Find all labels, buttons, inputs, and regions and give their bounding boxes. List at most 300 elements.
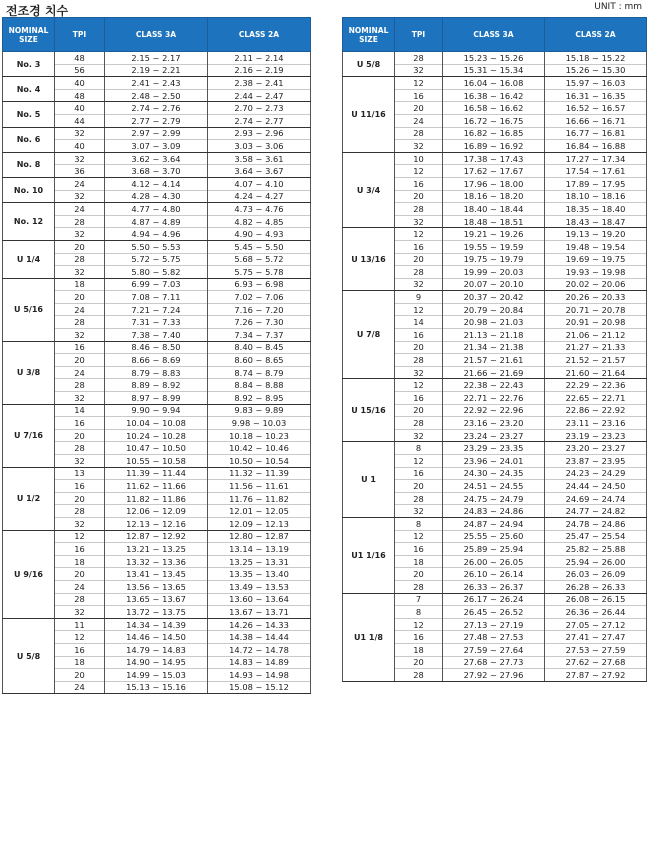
class-2a-cell: 15.26 ~ 15.30 <box>545 64 647 77</box>
class-3a-cell: 23.96 ~ 24.01 <box>443 455 545 468</box>
class-2a-cell: 19.69 ~ 19.75 <box>545 253 647 266</box>
page-title: 전조경 치수 <box>6 4 69 18</box>
class-2a-cell: 23.11 ~ 23.16 <box>545 417 647 430</box>
class-2a-cell: 8.40 ~ 8.45 <box>208 341 311 354</box>
class-2a-cell: 16.84 ~ 16.88 <box>545 140 647 153</box>
class-3a-cell: 23.16 ~ 23.20 <box>443 417 545 430</box>
class-2a-cell: 13.49 ~ 13.53 <box>208 580 311 593</box>
table-row <box>3 278 311 291</box>
nominal-size-cell: No. 8 <box>3 152 55 177</box>
tpi-cell: 28 <box>55 593 105 606</box>
class-3a-cell: 22.71 ~ 22.76 <box>443 392 545 405</box>
tpi-cell: 12 <box>395 165 443 178</box>
class-2a-cell: 18.35 ~ 18.40 <box>545 203 647 216</box>
class-2a-cell: 22.29 ~ 22.36 <box>545 379 647 392</box>
tpi-cell: 24 <box>55 303 105 316</box>
header-tpi: TPI <box>55 18 105 52</box>
class-3a-cell: 7.31 ~ 7.33 <box>105 316 208 329</box>
tpi-cell: 32 <box>55 127 105 140</box>
class-2a-cell: 10.18 ~ 10.23 <box>208 429 311 442</box>
class-2a-cell: 2.74 ~ 2.77 <box>208 114 311 127</box>
tpi-cell: 20 <box>55 240 105 253</box>
tpi-cell: 24 <box>55 681 105 694</box>
tpi-cell: 28 <box>55 253 105 266</box>
class-2a-cell: 21.52 ~ 21.57 <box>545 354 647 367</box>
tpi-cell: 40 <box>55 102 105 115</box>
class-2a-cell: 22.65 ~ 22.71 <box>545 392 647 405</box>
nominal-size-cell: U1 1/8 <box>343 593 395 681</box>
class-3a-cell: 16.04 ~ 16.08 <box>443 77 545 90</box>
class-2a-cell: 23.20 ~ 23.27 <box>545 442 647 455</box>
class-3a-cell: 14.34 ~ 14.39 <box>105 618 208 631</box>
class-2a-cell: 4.73 ~ 4.76 <box>208 203 311 216</box>
class-3a-cell: 13.56 ~ 13.65 <box>105 580 208 593</box>
class-3a-cell: 2.77 ~ 2.79 <box>105 114 208 127</box>
class-3a-cell: 18.48 ~ 18.51 <box>443 215 545 228</box>
class-2a-cell: 19.93 ~ 19.98 <box>545 266 647 279</box>
class-2a-cell: 7.26 ~ 7.30 <box>208 316 311 329</box>
class-3a-cell: 8.46 ~ 8.50 <box>105 341 208 354</box>
class-3a-cell: 27.13 ~ 27.19 <box>443 618 545 631</box>
class-3a-cell: 13.21 ~ 13.25 <box>105 543 208 556</box>
class-2a-cell: 8.84 ~ 8.88 <box>208 379 311 392</box>
tpi-cell: 32 <box>55 266 105 279</box>
tpi-cell: 20 <box>395 341 443 354</box>
class-3a-cell: 13.65 ~ 13.67 <box>105 593 208 606</box>
class-3a-cell: 10.24 ~ 10.28 <box>105 429 208 442</box>
class-2a-cell: 4.24 ~ 4.27 <box>208 190 311 203</box>
class-3a-cell: 4.94 ~ 4.96 <box>105 228 208 241</box>
class-3a-cell: 17.96 ~ 18.00 <box>443 177 545 190</box>
class-3a-cell: 2.48 ~ 2.50 <box>105 89 208 102</box>
tpi-cell: 28 <box>395 127 443 140</box>
class-2a-cell: 4.82 ~ 4.85 <box>208 215 311 228</box>
class-3a-cell: 25.55 ~ 25.60 <box>443 530 545 543</box>
class-2a-cell: 12.01 ~ 12.05 <box>208 505 311 518</box>
table-row <box>3 127 311 140</box>
class-2a-cell: 21.60 ~ 21.64 <box>545 366 647 379</box>
class-2a-cell: 17.54 ~ 17.61 <box>545 165 647 178</box>
class-3a-cell: 11.82 ~ 11.86 <box>105 492 208 505</box>
table-row <box>3 240 311 253</box>
tpi-cell: 20 <box>55 429 105 442</box>
class-3a-cell: 10.04 ~ 10.08 <box>105 417 208 430</box>
class-3a-cell: 5.80 ~ 5.82 <box>105 266 208 279</box>
tpi-cell: 28 <box>55 505 105 518</box>
class-2a-cell: 25.82 ~ 25.88 <box>545 543 647 556</box>
tpi-cell: 16 <box>395 467 443 480</box>
tpi-cell: 28 <box>395 669 443 682</box>
class-2a-cell: 12.09 ~ 12.13 <box>208 517 311 530</box>
class-3a-cell: 24.30 ~ 24.35 <box>443 467 545 480</box>
class-3a-cell: 13.32 ~ 13.36 <box>105 555 208 568</box>
class-2a-cell: 15.18 ~ 15.22 <box>545 52 647 65</box>
header-class-3a: CLASS 3A <box>105 18 208 52</box>
class-3a-cell: 15.13 ~ 15.16 <box>105 681 208 694</box>
class-3a-cell: 14.90 ~ 14.95 <box>105 656 208 669</box>
tpi-cell: 40 <box>55 77 105 90</box>
class-2a-cell: 14.83 ~ 14.89 <box>208 656 311 669</box>
class-3a-cell: 21.66 ~ 21.69 <box>443 366 545 379</box>
table-row <box>3 177 311 190</box>
tpi-cell: 28 <box>395 417 443 430</box>
class-2a-cell: 19.48 ~ 19.54 <box>545 240 647 253</box>
class-3a-cell: 21.57 ~ 21.61 <box>443 354 545 367</box>
table-row <box>343 517 647 530</box>
nominal-size-cell: No. 12 <box>3 203 55 241</box>
tpi-cell: 20 <box>395 568 443 581</box>
tpi-cell: 16 <box>55 480 105 493</box>
class-3a-cell: 10.55 ~ 10.58 <box>105 455 208 468</box>
tpi-cell: 32 <box>395 64 443 77</box>
class-3a-cell: 26.45 ~ 26.52 <box>443 606 545 619</box>
class-3a-cell: 26.33 ~ 26.37 <box>443 580 545 593</box>
class-3a-cell: 23.24 ~ 23.27 <box>443 429 545 442</box>
tpi-cell: 10 <box>395 152 443 165</box>
header-tpi: TPI <box>395 18 443 52</box>
class-2a-cell: 2.16 ~ 2.19 <box>208 64 311 77</box>
class-3a-cell: 3.62 ~ 3.64 <box>105 152 208 165</box>
class-2a-cell: 23.87 ~ 23.95 <box>545 455 647 468</box>
table-row <box>3 467 311 480</box>
class-2a-cell: 20.26 ~ 20.33 <box>545 291 647 304</box>
class-2a-cell: 11.32 ~ 11.39 <box>208 467 311 480</box>
tpi-cell: 20 <box>55 354 105 367</box>
class-2a-cell: 2.44 ~ 2.47 <box>208 89 311 102</box>
class-3a-cell: 12.06 ~ 12.09 <box>105 505 208 518</box>
table-row <box>343 77 647 90</box>
tpi-cell: 14 <box>395 316 443 329</box>
class-2a-cell: 26.03 ~ 26.09 <box>545 568 647 581</box>
class-3a-cell: 11.39 ~ 11.44 <box>105 467 208 480</box>
class-3a-cell: 7.21 ~ 7.24 <box>105 303 208 316</box>
class-3a-cell: 13.41 ~ 13.45 <box>105 568 208 581</box>
class-2a-cell: 11.56 ~ 11.61 <box>208 480 311 493</box>
class-2a-cell: 5.45 ~ 5.50 <box>208 240 311 253</box>
class-3a-cell: 2.41 ~ 2.43 <box>105 77 208 90</box>
header-nominal-size: NOMINAL SIZE <box>3 18 55 52</box>
tpi-cell: 12 <box>395 455 443 468</box>
class-3a-cell: 12.87 ~ 12.92 <box>105 530 208 543</box>
tpi-cell: 16 <box>55 417 105 430</box>
class-2a-cell: 13.35 ~ 13.40 <box>208 568 311 581</box>
class-2a-cell: 20.91 ~ 20.98 <box>545 316 647 329</box>
tpi-cell: 8 <box>395 442 443 455</box>
tpi-cell: 28 <box>395 580 443 593</box>
class-3a-cell: 4.77 ~ 4.80 <box>105 203 208 216</box>
nominal-size-cell: U 7/8 <box>343 291 395 379</box>
class-3a-cell: 27.48 ~ 27.53 <box>443 631 545 644</box>
tpi-cell: 36 <box>55 165 105 178</box>
tpi-cell: 32 <box>55 517 105 530</box>
class-2a-cell: 2.70 ~ 2.73 <box>208 102 311 115</box>
tpi-cell: 32 <box>395 366 443 379</box>
class-2a-cell: 2.93 ~ 2.96 <box>208 127 311 140</box>
class-2a-cell: 13.60 ~ 13.64 <box>208 593 311 606</box>
header-class-3a: CLASS 3A <box>443 18 545 52</box>
class-2a-cell: 26.36 ~ 26.44 <box>545 606 647 619</box>
class-2a-cell: 24.23 ~ 24.29 <box>545 467 647 480</box>
class-2a-cell: 15.97 ~ 16.03 <box>545 77 647 90</box>
class-3a-cell: 12.13 ~ 12.16 <box>105 517 208 530</box>
tpi-cell: 32 <box>395 140 443 153</box>
class-2a-cell: 14.38 ~ 14.44 <box>208 631 311 644</box>
table-row <box>3 152 311 165</box>
table-row <box>3 404 311 417</box>
class-3a-cell: 24.51 ~ 24.55 <box>443 480 545 493</box>
class-2a-cell: 5.75 ~ 5.78 <box>208 266 311 279</box>
tpi-cell: 16 <box>55 643 105 656</box>
class-2a-cell: 17.89 ~ 17.95 <box>545 177 647 190</box>
table-row <box>343 442 647 455</box>
tpi-cell: 16 <box>395 177 443 190</box>
nominal-size-cell: U1 1/16 <box>343 517 395 593</box>
class-2a-cell: 21.27 ~ 21.33 <box>545 341 647 354</box>
class-2a-cell: 26.08 ~ 26.15 <box>545 593 647 606</box>
tpi-cell: 13 <box>55 467 105 480</box>
class-3a-cell: 19.55 ~ 19.59 <box>443 240 545 253</box>
class-3a-cell: 4.12 ~ 4.14 <box>105 177 208 190</box>
class-3a-cell: 16.38 ~ 16.42 <box>443 89 545 102</box>
class-3a-cell: 19.99 ~ 20.03 <box>443 266 545 279</box>
class-2a-cell: 22.86 ~ 22.92 <box>545 404 647 417</box>
class-3a-cell: 20.07 ~ 20.10 <box>443 278 545 291</box>
class-2a-cell: 27.87 ~ 27.92 <box>545 669 647 682</box>
class-2a-cell: 24.77 ~ 24.82 <box>545 505 647 518</box>
tpi-cell: 20 <box>395 404 443 417</box>
table-row <box>343 593 647 606</box>
class-2a-cell: 5.68 ~ 5.72 <box>208 253 311 266</box>
tpi-cell: 24 <box>55 177 105 190</box>
tpi-cell: 24 <box>395 114 443 127</box>
tpi-cell: 18 <box>395 643 443 656</box>
class-2a-cell: 18.10 ~ 18.16 <box>545 190 647 203</box>
class-3a-cell: 6.99 ~ 7.03 <box>105 278 208 291</box>
tpi-cell: 20 <box>55 669 105 682</box>
class-3a-cell: 14.99 ~ 15.03 <box>105 669 208 682</box>
tpi-cell: 9 <box>395 291 443 304</box>
nominal-size-cell: U 5/16 <box>3 278 55 341</box>
class-3a-cell: 7.38 ~ 7.40 <box>105 329 208 342</box>
class-2a-cell: 26.28 ~ 26.33 <box>545 580 647 593</box>
tpi-cell: 14 <box>55 404 105 417</box>
class-3a-cell: 14.79 ~ 14.83 <box>105 643 208 656</box>
class-3a-cell: 21.13 ~ 21.18 <box>443 329 545 342</box>
table-row <box>3 618 311 631</box>
table-row <box>3 530 311 543</box>
table-row <box>3 341 311 354</box>
class-3a-cell: 17.62 ~ 17.67 <box>443 165 545 178</box>
tpi-cell: 24 <box>55 366 105 379</box>
table-row <box>3 77 311 90</box>
nominal-size-cell: U 5/8 <box>343 52 395 77</box>
class-3a-cell: 16.58 ~ 16.62 <box>443 102 545 115</box>
class-3a-cell: 18.40 ~ 18.44 <box>443 203 545 216</box>
class-3a-cell: 21.34 ~ 21.38 <box>443 341 545 354</box>
table-row <box>343 379 647 392</box>
class-3a-cell: 24.87 ~ 24.94 <box>443 517 545 530</box>
tpi-cell: 28 <box>395 354 443 367</box>
tpi-cell: 12 <box>395 379 443 392</box>
class-3a-cell: 24.75 ~ 24.79 <box>443 492 545 505</box>
class-3a-cell: 16.89 ~ 16.92 <box>443 140 545 153</box>
class-3a-cell: 4.28 ~ 4.30 <box>105 190 208 203</box>
tpi-cell: 18 <box>55 555 105 568</box>
nominal-size-cell: No. 4 <box>3 77 55 102</box>
class-3a-cell: 18.16 ~ 18.20 <box>443 190 545 203</box>
class-3a-cell: 17.38 ~ 17.43 <box>443 152 545 165</box>
tpi-cell: 28 <box>55 316 105 329</box>
class-3a-cell: 20.79 ~ 20.84 <box>443 303 545 316</box>
tpi-cell: 56 <box>55 64 105 77</box>
tpi-cell: 32 <box>55 392 105 405</box>
class-2a-cell: 17.27 ~ 17.34 <box>545 152 647 165</box>
class-2a-cell: 27.53 ~ 27.59 <box>545 643 647 656</box>
nominal-size-cell: U 11/16 <box>343 77 395 153</box>
tpi-cell: 16 <box>395 329 443 342</box>
class-3a-cell: 8.97 ~ 8.99 <box>105 392 208 405</box>
class-2a-cell: 25.94 ~ 26.00 <box>545 555 647 568</box>
class-3a-cell: 15.31 ~ 15.34 <box>443 64 545 77</box>
class-2a-cell: 24.69 ~ 24.74 <box>545 492 647 505</box>
tpi-cell: 32 <box>395 215 443 228</box>
tpi-cell: 20 <box>395 480 443 493</box>
class-3a-cell: 11.62 ~ 11.66 <box>105 480 208 493</box>
tpi-cell: 20 <box>395 656 443 669</box>
class-2a-cell: 24.78 ~ 24.86 <box>545 517 647 530</box>
tpi-cell: 28 <box>55 215 105 228</box>
class-3a-cell: 19.21 ~ 19.26 <box>443 228 545 241</box>
table-row <box>343 52 647 65</box>
tpi-cell: 32 <box>55 606 105 619</box>
class-3a-cell: 22.92 ~ 22.96 <box>443 404 545 417</box>
tpi-cell: 12 <box>395 228 443 241</box>
tpi-cell: 48 <box>55 52 105 65</box>
class-2a-cell: 8.60 ~ 8.65 <box>208 354 311 367</box>
tpi-cell: 12 <box>395 303 443 316</box>
class-2a-cell: 24.44 ~ 24.50 <box>545 480 647 493</box>
unit-label: UNIT : mm <box>594 2 642 12</box>
tpi-cell: 18 <box>55 278 105 291</box>
class-2a-cell: 23.19 ~ 23.23 <box>545 429 647 442</box>
class-3a-cell: 3.68 ~ 3.70 <box>105 165 208 178</box>
nominal-size-cell: No. 5 <box>3 102 55 127</box>
class-2a-cell: 9.83 ~ 9.89 <box>208 404 311 417</box>
class-2a-cell: 13.25 ~ 13.31 <box>208 555 311 568</box>
nominal-size-cell: U 3/8 <box>3 341 55 404</box>
class-2a-cell: 2.11 ~ 2.14 <box>208 52 311 65</box>
class-2a-cell: 20.02 ~ 20.06 <box>545 278 647 291</box>
class-3a-cell: 10.47 ~ 10.50 <box>105 442 208 455</box>
tpi-cell: 16 <box>395 240 443 253</box>
tpi-cell: 32 <box>55 190 105 203</box>
tpi-cell: 32 <box>55 152 105 165</box>
tpi-cell: 18 <box>395 555 443 568</box>
nominal-size-cell: U 1/2 <box>3 467 55 530</box>
class-3a-cell: 9.90 ~ 9.94 <box>105 404 208 417</box>
tpi-cell: 12 <box>55 631 105 644</box>
class-2a-cell: 14.26 ~ 14.33 <box>208 618 311 631</box>
tpi-cell: 28 <box>395 203 443 216</box>
thread-dimension-table-right <box>342 17 647 682</box>
class-3a-cell: 16.82 ~ 16.85 <box>443 127 545 140</box>
tpi-cell: 20 <box>55 492 105 505</box>
class-2a-cell: 7.16 ~ 7.20 <box>208 303 311 316</box>
class-2a-cell: 7.02 ~ 7.06 <box>208 291 311 304</box>
class-2a-cell: 9.98 ~ 10.03 <box>208 417 311 430</box>
tpi-cell: 24 <box>55 203 105 216</box>
class-2a-cell: 21.06 ~ 21.12 <box>545 329 647 342</box>
class-3a-cell: 14.46 ~ 14.50 <box>105 631 208 644</box>
tpi-cell: 20 <box>395 190 443 203</box>
class-3a-cell: 22.38 ~ 22.43 <box>443 379 545 392</box>
table-row <box>3 52 311 65</box>
class-3a-cell: 3.07 ~ 3.09 <box>105 140 208 153</box>
class-2a-cell: 25.47 ~ 25.54 <box>545 530 647 543</box>
table-row <box>343 291 647 304</box>
tpi-cell: 8 <box>395 606 443 619</box>
tpi-cell: 12 <box>55 530 105 543</box>
class-3a-cell: 4.87 ~ 4.89 <box>105 215 208 228</box>
tpi-cell: 16 <box>55 341 105 354</box>
nominal-size-cell: No. 6 <box>3 127 55 152</box>
class-3a-cell: 8.79 ~ 8.83 <box>105 366 208 379</box>
nominal-size-cell: U 9/16 <box>3 530 55 618</box>
class-2a-cell: 14.72 ~ 14.78 <box>208 643 311 656</box>
tpi-cell: 32 <box>55 329 105 342</box>
tpi-cell: 32 <box>395 505 443 518</box>
class-3a-cell: 26.17 ~ 26.24 <box>443 593 545 606</box>
class-2a-cell: 20.71 ~ 20.78 <box>545 303 647 316</box>
class-2a-cell: 7.34 ~ 7.37 <box>208 329 311 342</box>
class-3a-cell: 20.37 ~ 20.42 <box>443 291 545 304</box>
class-2a-cell: 19.13 ~ 19.20 <box>545 228 647 241</box>
header-nominal-size: NOMINAL SIZE <box>343 18 395 52</box>
table-row <box>3 102 311 115</box>
class-3a-cell: 2.19 ~ 2.21 <box>105 64 208 77</box>
class-2a-cell: 3.03 ~ 3.06 <box>208 140 311 153</box>
class-2a-cell: 4.07 ~ 4.10 <box>208 177 311 190</box>
nominal-size-cell: U 7/16 <box>3 404 55 467</box>
tpi-cell: 12 <box>395 530 443 543</box>
class-2a-cell: 16.77 ~ 16.81 <box>545 127 647 140</box>
class-3a-cell: 24.83 ~ 24.86 <box>443 505 545 518</box>
class-3a-cell: 7.08 ~ 7.11 <box>105 291 208 304</box>
class-2a-cell: 11.76 ~ 11.82 <box>208 492 311 505</box>
tpi-cell: 16 <box>395 392 443 405</box>
tpi-cell: 11 <box>55 618 105 631</box>
tpi-cell: 28 <box>55 442 105 455</box>
class-2a-cell: 10.50 ~ 10.54 <box>208 455 311 468</box>
class-2a-cell: 16.52 ~ 16.57 <box>545 102 647 115</box>
nominal-size-cell: U 3/4 <box>343 152 395 228</box>
tpi-cell: 8 <box>395 517 443 530</box>
tpi-cell: 20 <box>395 253 443 266</box>
class-3a-cell: 16.72 ~ 16.75 <box>443 114 545 127</box>
class-3a-cell: 20.98 ~ 21.03 <box>443 316 545 329</box>
header-class-2a: CLASS 2A <box>208 18 311 52</box>
tpi-cell: 32 <box>395 429 443 442</box>
class-2a-cell: 8.74 ~ 8.79 <box>208 366 311 379</box>
class-2a-cell: 3.64 ~ 3.67 <box>208 165 311 178</box>
class-2a-cell: 6.93 ~ 6.98 <box>208 278 311 291</box>
tpi-cell: 16 <box>55 543 105 556</box>
table-row <box>3 203 311 216</box>
class-2a-cell: 16.31 ~ 16.35 <box>545 89 647 102</box>
tpi-cell: 16 <box>395 543 443 556</box>
tpi-cell: 20 <box>395 102 443 115</box>
class-3a-cell: 13.72 ~ 13.75 <box>105 606 208 619</box>
